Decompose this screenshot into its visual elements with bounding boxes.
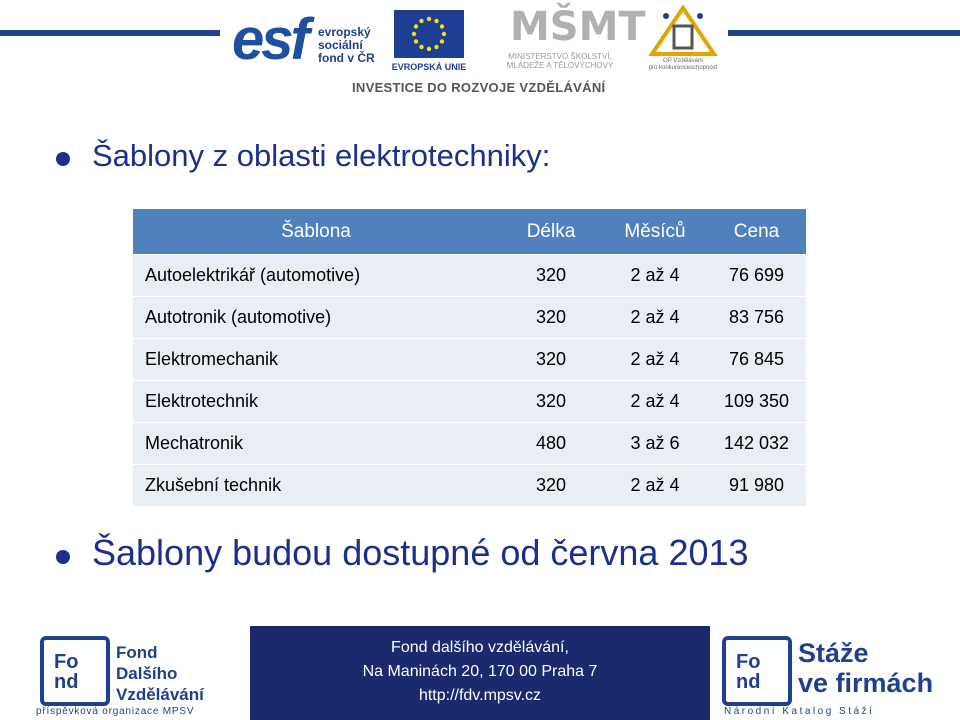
fdv-logo-subtitle: příspěvková organizace MPSV [36, 706, 195, 717]
banner-caption: INVESTICE DO ROZVOJE VZDĚLÁVÁNÍ [352, 80, 606, 95]
footer [0, 626, 960, 720]
esf-logo-mark: esf [232, 7, 307, 72]
op-logo [640, 4, 726, 76]
column-header-price: Cena [707, 209, 806, 255]
bullet-icon [56, 550, 70, 564]
column-header-template: Šablona [133, 209, 499, 255]
column-header-months: Měsíců [603, 209, 707, 255]
column-header-length: Délka [499, 209, 603, 255]
cell-template: Elektromechanik [133, 339, 499, 381]
fdv-logo-icon [40, 636, 110, 706]
msmt-logo-mark: MŠMT [510, 4, 646, 50]
cell-months: 2 až 4 [603, 297, 707, 339]
staze-logo-mark: Fo nd [736, 651, 761, 693]
cell-template: Autotronik (automotive) [133, 297, 499, 339]
banner-stripe-right [728, 30, 960, 36]
cell-template: Elektrotechnik [133, 381, 499, 423]
eu-logo [386, 6, 472, 74]
cell-template: Mechatronik [133, 423, 499, 465]
eu-stars-icon [394, 10, 464, 58]
table-row [133, 423, 806, 465]
fdv-logo-name: Fond Dalšího Vzdělávání [116, 643, 204, 704]
msmt-logo-text: MINISTERSTVO ŠKOLSTVÍ, MLÁDEŽE A TĚLOVÝCHOVY [506, 52, 614, 70]
table-row [133, 381, 806, 423]
cell-months: 2 až 4 [603, 381, 707, 423]
staze-logo [722, 632, 954, 718]
table-row [133, 297, 806, 339]
availability-heading: Šablony budou dostupné od června 2013 [92, 532, 749, 573]
cell-price: 91 980 [707, 465, 806, 507]
cell-months: 2 až 4 [603, 339, 707, 381]
fdv-logo-mark: Fo nd [54, 651, 79, 693]
table-row [133, 465, 806, 507]
cell-price: 76 845 [707, 339, 806, 381]
address-line-street: Na Maninách 20, 170 00 Praha 7 [362, 663, 598, 680]
address-line-url[interactable]: http://fdv.mpsv.cz [418, 687, 542, 704]
address-box [250, 626, 710, 720]
cell-price: 83 756 [707, 297, 806, 339]
esf-logo-text: evropský sociální fond v ČR [318, 25, 375, 65]
table-header-row [133, 209, 806, 255]
address-line-name: Fond dalšího vzdělávání, [391, 639, 569, 656]
cell-length: 320 [499, 339, 603, 381]
eu-logo-text: EVROPSKÁ UNIE [391, 62, 467, 72]
staze-logo-title: Stáže ve firmách [798, 638, 934, 698]
cell-template: Zkušební technik [133, 465, 499, 507]
staze-logo-icon [722, 636, 792, 706]
cell-price: 142 032 [707, 423, 806, 465]
op-triangle-icon [640, 4, 726, 58]
section-heading: Šablony z oblasti elektrotechniky: [92, 138, 551, 173]
op-logo-text: OP Vzdělávání pro konkurenceschopnost [648, 58, 718, 71]
cell-length: 480 [499, 423, 603, 465]
cell-length: 320 [499, 255, 603, 297]
cell-length: 320 [499, 381, 603, 423]
esf-logo [232, 6, 380, 74]
table-row [133, 255, 806, 297]
cell-months: 2 až 4 [603, 255, 707, 297]
cell-months: 3 až 6 [603, 423, 707, 465]
cell-price: 109 350 [707, 381, 806, 423]
cell-price: 76 699 [707, 255, 806, 297]
cell-length: 320 [499, 465, 603, 507]
templates-table [133, 209, 806, 506]
fdv-logo [36, 632, 256, 718]
cell-length: 320 [499, 297, 603, 339]
msmt-logo [480, 4, 646, 76]
eu-flag-icon [394, 10, 464, 58]
table-row [133, 339, 806, 381]
banner-stripe-left [0, 30, 220, 36]
bullet-icon [56, 152, 70, 166]
staze-logo-subtitle: Národní Katalog Stáží [724, 706, 875, 717]
cell-template: Autoelektrikář (automotive) [133, 255, 499, 297]
cell-months: 2 až 4 [603, 465, 707, 507]
logo-banner [0, 0, 960, 100]
